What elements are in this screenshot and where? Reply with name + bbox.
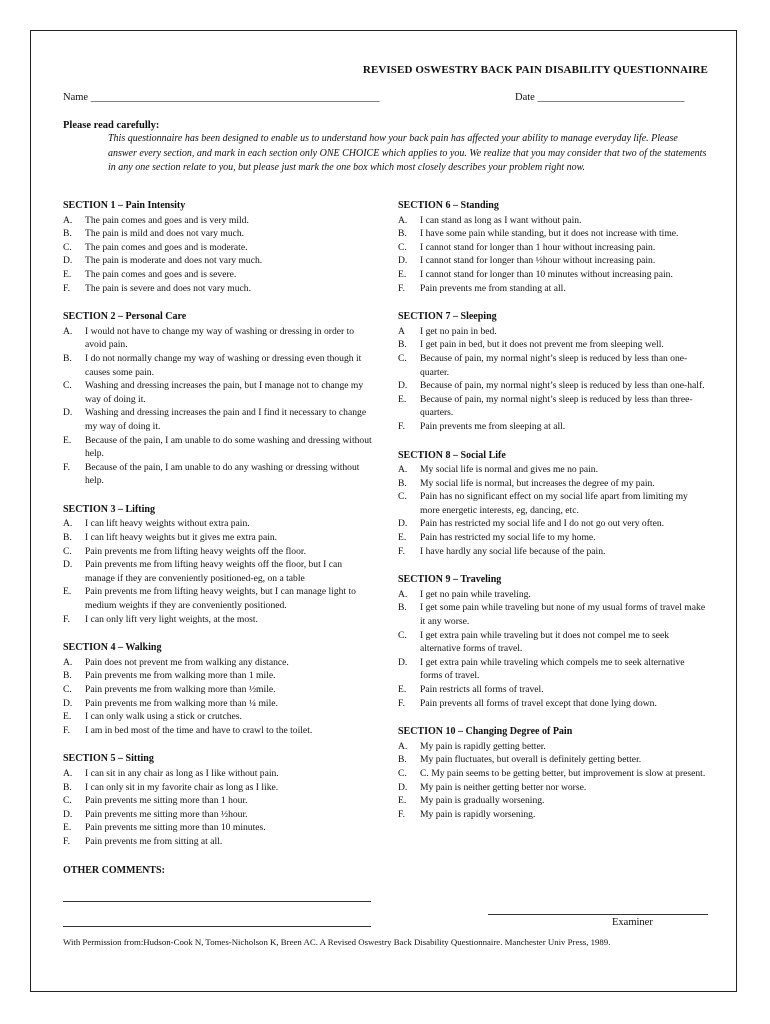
section-heading: SECTION 2 – Personal Care — [63, 311, 187, 323]
option-letter: B. — [398, 602, 407, 614]
option-text: I get no pain while traveling. — [420, 588, 531, 600]
answer-option[interactable] — [63, 241, 373, 255]
answer-option[interactable] — [398, 477, 708, 491]
questionnaire-section — [398, 449, 708, 559]
option-letter: F. — [63, 724, 70, 736]
left-column — [63, 199, 373, 927]
section-heading: SECTION 1 – Pain Intensity — [63, 200, 186, 211]
option-letter: E. — [398, 532, 407, 544]
option-text: The pain comes and goes and is severe. — [85, 268, 237, 280]
option-text: I get pain in bed, but it does not prevent me from sleeping well. — [420, 339, 664, 351]
answer-option[interactable] — [398, 268, 708, 282]
option-letter: A. — [63, 518, 73, 530]
option-letter: A. — [398, 588, 408, 600]
answer-option[interactable] — [63, 835, 373, 849]
option-text: Pain prevents me sitting more than ½hour. — [85, 808, 248, 820]
answer-option[interactable] — [398, 241, 708, 255]
questionnaire-section — [398, 725, 708, 821]
option-letter: F. — [398, 282, 405, 294]
option-text: The pain is moderate and does not vary much. — [85, 255, 263, 267]
comments-line[interactable] — [63, 908, 371, 927]
option-letter: A. — [398, 740, 408, 752]
option-text: Pain prevents all forms of travel except that done lying down. — [420, 697, 657, 709]
option-letter: B. — [63, 228, 72, 240]
answer-option[interactable] — [398, 463, 708, 477]
answer-option[interactable] — [63, 282, 373, 296]
answer-option[interactable] — [398, 325, 708, 339]
option-letter: D. — [398, 656, 408, 668]
option-letter: F. — [63, 282, 70, 294]
examiner-signature-line[interactable] — [488, 914, 708, 915]
section-heading: SECTION 9 – Traveling — [398, 574, 502, 586]
answer-option[interactable] — [63, 613, 373, 627]
answer-option[interactable] — [63, 254, 373, 268]
option-text: My social life is normal, but increases the degree of my pain. — [420, 477, 655, 489]
answer-option[interactable] — [63, 794, 373, 808]
option-text: Pain prevents me from sleeping at all. — [420, 420, 566, 432]
answer-option[interactable] — [63, 558, 373, 585]
answer-option[interactable] — [398, 227, 708, 241]
instructions-heading: Please read carefully: — [63, 120, 160, 131]
option-text: Pain prevents me from standing at all. — [420, 282, 566, 294]
option-text: I get some pain while traveling but none of my usual forms of travel make it any worse. — [420, 602, 706, 628]
answer-option[interactable] — [398, 545, 708, 559]
option-letter: E. — [398, 393, 407, 405]
option-text: I can only walk using a stick or crutches. — [85, 711, 242, 723]
option-text: Because of the pain, I am unable to do any washing or dressing without help. — [85, 461, 360, 487]
option-text: I get no pain in bed. — [420, 325, 497, 337]
option-letter: F. — [398, 545, 405, 557]
option-letter: D. — [63, 407, 73, 419]
option-text: Because of the pain, I am unable to do some washing and dressing without help. — [85, 434, 372, 460]
option-letter: F. — [63, 461, 70, 473]
answer-option[interactable] — [63, 406, 373, 433]
answer-option[interactable] — [398, 683, 708, 697]
option-text: My pain is rapidly getting better. — [420, 740, 546, 752]
questionnaire-section — [63, 199, 373, 295]
other-comments-heading: OTHER COMMENTS: — [63, 864, 165, 876]
option-text: My pain is gradually worsening. — [420, 795, 545, 807]
option-letter: F. — [63, 835, 70, 847]
section-heading: SECTION 10 – Changing Degree of Pain — [398, 726, 573, 738]
questionnaire-section — [63, 641, 373, 737]
option-letter: C. — [398, 241, 407, 253]
option-letter: D. — [398, 380, 408, 392]
questionnaire-title: REVISED OSWESTRY BACK PAIN DISABILITY QUESTIONNAIRE — [362, 64, 708, 76]
option-letter: B. — [63, 532, 72, 544]
option-letter: D. — [63, 559, 73, 571]
option-letter: D. — [398, 781, 408, 793]
answer-option[interactable] — [63, 821, 373, 835]
examiner-label: Examiner — [612, 917, 653, 928]
answer-option[interactable] — [63, 669, 373, 683]
questionnaire-section — [398, 573, 708, 710]
answer-option[interactable] — [398, 338, 708, 352]
answer-option[interactable] — [398, 282, 708, 296]
option-text: My pain fluctuates, but overall is definitely getting better. — [420, 754, 642, 766]
answer-option[interactable] — [398, 393, 708, 420]
answer-option[interactable] — [398, 601, 708, 628]
option-text: I can lift heavy weights without extra pain. — [85, 518, 250, 530]
option-text: I have hardly any social life because of the pain. — [420, 545, 606, 557]
option-letter: A. — [63, 767, 73, 779]
comments-line[interactable] — [63, 883, 371, 902]
answer-option[interactable] — [63, 683, 373, 697]
answer-option[interactable] — [63, 227, 373, 241]
name-field[interactable]: Name _______________________________________________________ — [63, 92, 380, 103]
option-letter: C. — [398, 767, 407, 779]
option-letter: C. — [63, 545, 72, 557]
answer-option[interactable] — [63, 585, 373, 612]
answer-option[interactable] — [63, 656, 373, 670]
answer-option[interactable] — [398, 781, 708, 795]
option-letter: A. — [398, 464, 408, 476]
option-letter: B. — [63, 670, 72, 682]
option-text: I do not normally change my way of washing or dressing even though it causes some pain. — [85, 352, 362, 378]
option-text: I can lift heavy weights but it gives me extra pain. — [85, 532, 278, 544]
option-letter: C. — [398, 629, 407, 641]
option-letter: F. — [398, 697, 405, 709]
right-column — [398, 199, 708, 836]
option-letter: E. — [63, 822, 72, 834]
option-letter: B. — [398, 477, 407, 489]
answer-option[interactable] — [63, 352, 373, 379]
answer-option[interactable] — [63, 268, 373, 282]
questionnaire-section — [63, 503, 373, 626]
option-text: Pain prevents me from walking more than 1 mile. — [85, 670, 276, 682]
option-text: My pain is rapidly worsening. — [420, 808, 536, 820]
answer-option[interactable] — [63, 214, 373, 228]
answer-option[interactable] — [63, 517, 373, 531]
option-text: Pain prevents me sitting more than 1 hour. — [85, 795, 248, 807]
permission-footer: With Permission from:Hudson-Cook N, Tomes-Nicholson K, Breen AC. A Revised Oswestry Back Disability Questionnaire. Manchester Univ Press, 1989. — [63, 937, 611, 947]
option-letter: E. — [63, 434, 72, 446]
answer-option[interactable] — [63, 710, 373, 724]
option-text: I would not have to change my way of washing or dressing in order to avoid pain. — [85, 325, 355, 351]
option-text: Pain prevents me from walking more than ½mile. — [85, 684, 276, 695]
option-letter: A — [398, 325, 405, 337]
section-heading: SECTION 3 – Lifting — [63, 503, 155, 515]
option-text: I cannot stand for longer than ½hour without increasing pain. — [420, 255, 656, 267]
option-letter: C. — [398, 491, 407, 503]
answer-option[interactable] — [63, 434, 373, 461]
answer-option[interactable] — [63, 808, 373, 822]
questionnaire-section — [398, 310, 708, 433]
option-text: I get extra pain while traveling which compels me to seek alternative forms of travel. — [420, 656, 685, 682]
answer-option[interactable] — [398, 588, 708, 602]
option-letter: B. — [398, 754, 407, 766]
option-text: Pain prevents me from sitting at all. — [85, 835, 223, 847]
option-text: I cannot stand for longer than 10 minutes without increasing pain. — [420, 268, 673, 280]
option-letter: D. — [63, 697, 73, 709]
answer-option[interactable] — [398, 753, 708, 767]
option-text: Pain prevents me from lifting heavy weights off the floor. — [85, 545, 306, 557]
answer-option[interactable] — [63, 531, 373, 545]
option-text: I can only sit in my favorite chair as long as I like. — [85, 781, 279, 793]
option-letter: B. — [398, 228, 407, 240]
option-text: Pain has restricted my social life and I do not go out very often. — [420, 518, 665, 530]
option-text: I have some pain while standing, but it does not increase with time. — [420, 228, 679, 240]
answer-option[interactable] — [398, 490, 708, 517]
answer-option[interactable] — [398, 629, 708, 656]
option-text: Pain prevents me from walking more than ¼ mile. — [85, 697, 278, 709]
answer-option[interactable] — [398, 794, 708, 808]
option-letter: C. — [398, 352, 407, 364]
option-letter: D. — [63, 255, 73, 267]
answer-option[interactable] — [398, 767, 708, 781]
option-text: The pain is mild and does not vary much. — [85, 228, 245, 240]
answer-option[interactable] — [398, 352, 708, 379]
questionnaire-section — [398, 199, 708, 295]
answer-option[interactable] — [63, 325, 373, 352]
option-letter: E. — [63, 268, 72, 280]
option-text: I get extra pain while traveling but it does not compel me to seek alternative forms of travel. — [420, 629, 670, 655]
option-letter: F. — [398, 420, 405, 432]
answer-option[interactable] — [398, 379, 708, 393]
option-text: Because of pain, my normal night’s sleep is reduced by less than one-half. — [420, 380, 705, 392]
option-text: Washing and dressing increases the pain and I find it necessary to change my way of doing it. — [85, 407, 367, 432]
option-text: Pain prevents me from lifting heavy weights, but I can manage light to medium weights if they are conveniently positioned. — [85, 586, 356, 612]
option-text: Pain prevents me from lifting heavy weights off the floor, but I can manage if they are conveniently positioned-eg, on a table — [85, 559, 343, 584]
option-text: Pain has restricted my social life to my home. — [420, 532, 596, 544]
answer-option[interactable] — [63, 724, 373, 738]
option-letter: B. — [63, 781, 72, 793]
option-text: I am in bed most of the time and have to crawl to the toilet. — [85, 724, 313, 736]
option-text: The pain comes and goes and is very mild. — [85, 214, 249, 226]
option-text: I cannot stand for longer than 1 hour without increasing pain. — [420, 241, 656, 253]
option-text: Pain does not prevent me from walking any distance. — [85, 656, 289, 668]
section-heading: SECTION 6 – Standing — [398, 200, 499, 211]
option-letter: A. — [63, 325, 73, 337]
option-text: The pain is severe and does not vary much. — [85, 282, 251, 294]
questionnaire-section — [63, 752, 373, 848]
answer-option[interactable] — [398, 656, 708, 683]
option-text: I can sit in any chair as long as I like without pain. — [85, 767, 279, 779]
option-text: C. My pain seems to be getting better, but improvement is slow at present. — [420, 767, 706, 779]
option-text: I can only lift very light weights, at the most. — [85, 613, 258, 625]
option-letter: C. — [63, 684, 72, 695]
instructions-text: This questionnaire has been designed to enable us to understand how your back pain has affected your ability to manage everyday life. Please answer every section, and mark in each section only ONE CHOICE which applies to you. We realize that you may consider that two of the statements in any one section relate to you, but please just mark the one box which most closely describes your problem right now. — [108, 133, 707, 173]
option-letter: B. — [63, 352, 72, 364]
option-letter: C. — [63, 380, 72, 392]
option-letter: E. — [398, 684, 407, 695]
section-heading: SECTION 8 – Social Life — [398, 449, 506, 461]
option-text: The pain comes and goes and is moderate. — [85, 241, 248, 253]
section-heading: SECTION 7 – Sleeping — [398, 311, 497, 323]
answer-option[interactable] — [398, 697, 708, 711]
answer-option[interactable] — [63, 767, 373, 781]
option-letter: F. — [398, 808, 405, 820]
answer-option[interactable] — [398, 517, 708, 531]
section-heading: SECTION 5 – Sitting — [63, 753, 154, 765]
option-text: My pain is neither getting better nor worse. — [420, 781, 587, 793]
section-heading: SECTION 4 – Walking — [63, 642, 162, 654]
option-letter: E. — [398, 795, 407, 807]
option-letter: C. — [63, 795, 72, 807]
option-letter: D. — [398, 255, 408, 267]
option-letter: C. — [63, 241, 72, 253]
option-letter: E. — [63, 586, 72, 598]
option-text: Washing and dressing increases the pain, but I manage not to change my way of doing it. — [85, 380, 364, 405]
option-letter: A. — [398, 214, 408, 226]
option-letter: D. — [398, 518, 408, 530]
option-text: I can stand as long as I want without pain. — [420, 214, 582, 226]
answer-option[interactable] — [63, 461, 373, 488]
option-text: Pain prevents me sitting more than 10 minutes. — [85, 822, 266, 834]
option-letter: E. — [63, 711, 72, 723]
answer-option[interactable] — [398, 214, 708, 228]
answer-option[interactable] — [398, 740, 708, 754]
answer-option[interactable] — [63, 781, 373, 795]
answer-option[interactable] — [398, 420, 708, 434]
option-text: Pain restricts all forms of travel. — [420, 684, 544, 695]
answer-option[interactable] — [398, 531, 708, 545]
option-letter: F. — [63, 613, 70, 625]
option-text: Because of pain, my normal night’s sleep is reduced by less than one-quarter. — [420, 352, 688, 378]
option-text: My social life is normal and gives me no pain. — [420, 464, 598, 476]
option-text: Pain has no significant effect on my social life apart from limiting my more energetic interests, eg, dancing, etc. — [420, 491, 688, 516]
questionnaire-section — [63, 310, 373, 488]
option-letter: D. — [63, 808, 73, 820]
option-letter: A. — [63, 214, 73, 226]
answer-option[interactable] — [398, 254, 708, 268]
answer-option[interactable] — [63, 379, 373, 406]
option-text: Because of pain, my normal night’s sleep is reduced by less than three-quarters. — [420, 393, 693, 419]
answer-option[interactable] — [63, 545, 373, 559]
option-letter: E. — [398, 268, 407, 280]
answer-option[interactable] — [398, 808, 708, 822]
date-field[interactable]: Date ____________________________ — [515, 92, 685, 103]
option-letter: A. — [63, 656, 73, 668]
option-letter: B. — [398, 339, 407, 351]
answer-option[interactable] — [63, 697, 373, 711]
